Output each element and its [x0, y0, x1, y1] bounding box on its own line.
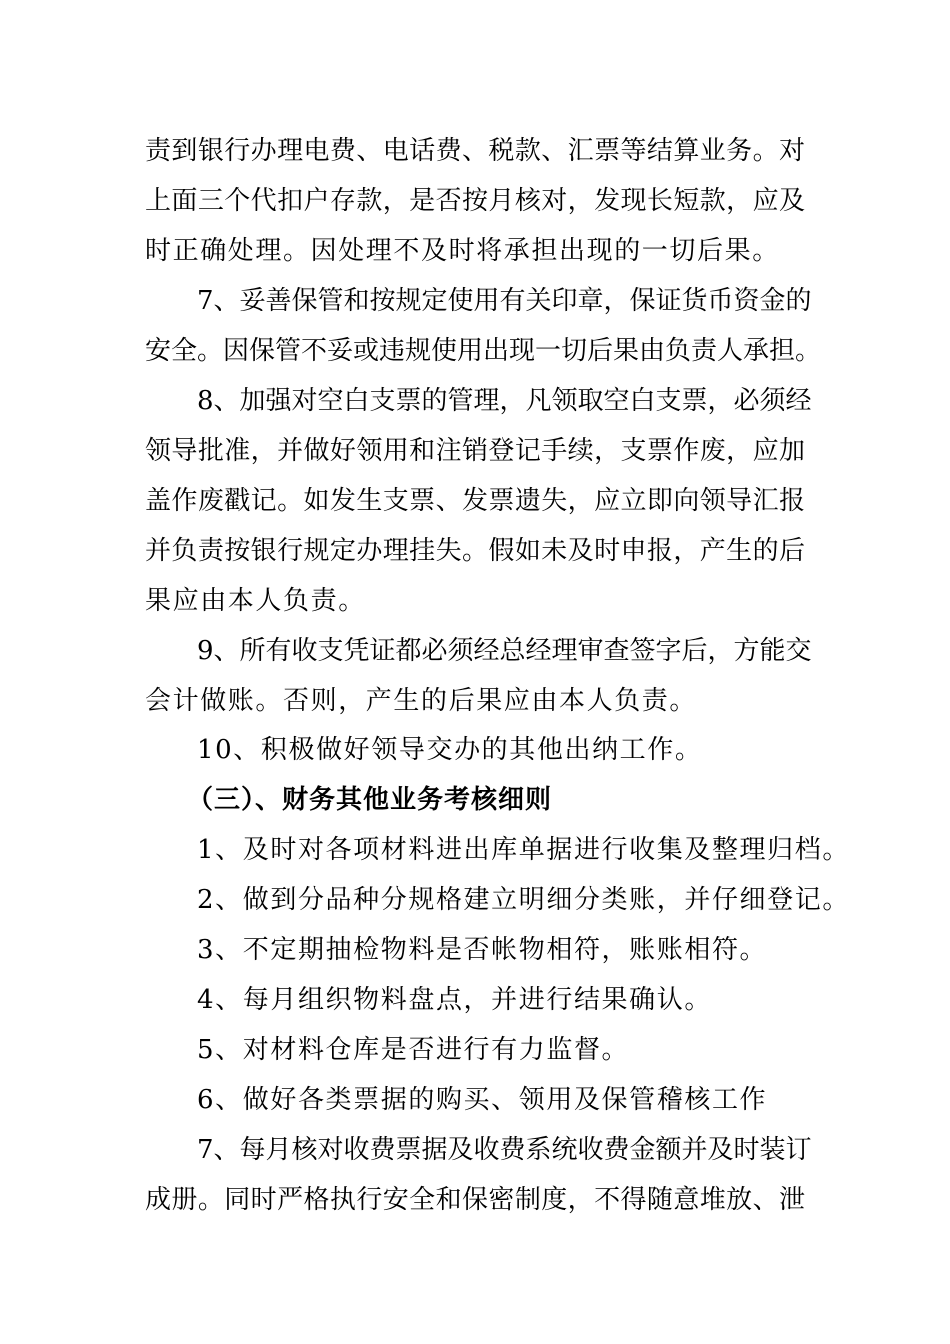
paragraph-line: 上面三个代扣户存款，是否按月核对，发现长短款，应及 [145, 186, 805, 216]
paragraph-line: 成册。同时严格执行安全和保密制度，不得随意堆放、泄 [145, 1185, 805, 1215]
paragraph-line: 盖作废戳记。如发生支票、发票遗失，应立即向领导汇报 [145, 486, 805, 516]
list-item: 7、每月核对收费票据及收费系统收费金额并及时装订 [197, 1135, 812, 1165]
paragraph-line: 8、加强对空白支票的管理，凡领取空白支票，必须经 [197, 386, 812, 416]
section-heading: （三）、财务其他业务考核细则 [187, 785, 553, 815]
list-item: 2、做到分品种分规格建立明细分类账，并仔细登记。 [197, 885, 850, 915]
paragraph-line: 安全。因保管不妥或违规使用出现一切后果由负责人承担。 [145, 336, 822, 366]
paragraph-line: 领导批准，并做好领用和注销登记手续，支票作废，应加 [145, 436, 805, 466]
paragraph-line: 7、妥善保管和按规定使用有关印章，保证货币资金的 [197, 286, 812, 316]
list-item: 4、每月组织物料盘点，并进行结果确认。 [197, 985, 712, 1015]
paragraph-line: 9、所有收支凭证都必须经总经理审查签字后，方能交 [197, 636, 812, 666]
paragraph-line: 责到银行办理电费、电话费、税款、汇票等结算业务。对 [145, 136, 805, 166]
list-item: 6、做好各类票据的购买、领用及保管稽核工作 [197, 1085, 768, 1115]
paragraph-line: 并负责按银行规定办理挂失。假如未及时申报，产生的后 [145, 536, 805, 566]
paragraph-line: 时正确处理。因处理不及时将承担出现的一切后果。 [145, 236, 780, 266]
paragraph-line: 10、积极做好领导交办的其他出纳工作。 [197, 735, 703, 765]
list-item: 3、不定期抽检物料是否帐物相符，账账相符。 [197, 935, 768, 965]
list-item: 1、及时对各项材料进出库单据进行收集及整理归档。 [197, 835, 850, 865]
paragraph-line: 果应由本人负责。 [145, 586, 366, 616]
paragraph-line: 会计做账。否则，产生的后果应由本人负责。 [145, 686, 698, 716]
list-item: 5、对材料仓库是否进行有力监督。 [197, 1035, 630, 1065]
